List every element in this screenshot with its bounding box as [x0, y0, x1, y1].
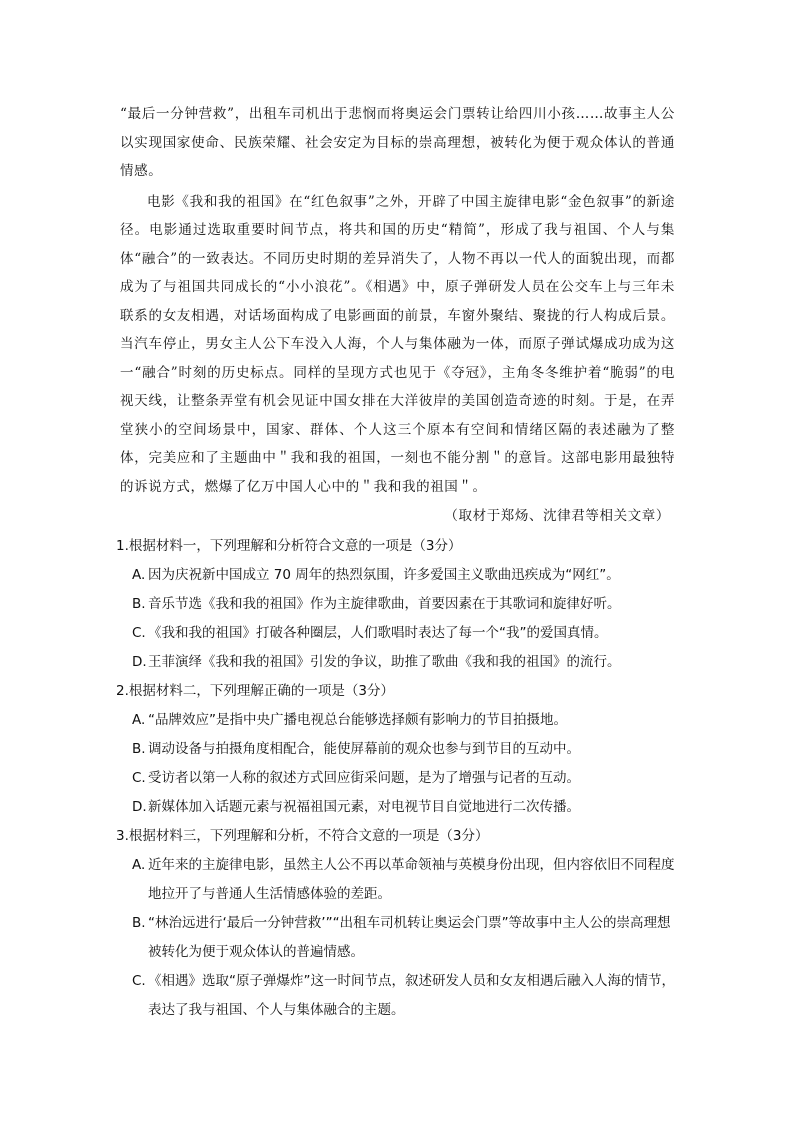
question-3 — [116, 822, 676, 1025]
option-text: “品牌效应”是指中央广播电视总台能够选择颇有影响力的节目拍摄地。 — [148, 712, 567, 728]
passage-paragraph-2: 电影《我和我的祖国》在“红色叙事”之外，开辟了中国主旋律电影“金色叙事”的新途径。电影通过选取重要时间节点，将共和国的历史“精简”，形成了我与祖国、个人与集体“融合”的一致表达。不同历史时期的差异消失了，人物不再以一代人的面貌出现，而都成为了与祖国共同成长的“小小浪花”。《相遇》中，原子弹研发人员在公交车上与三年未联系的女友相遇，对话场面构成了电影画面的前景，车窗外聚结、聚拢的行人构成后景。当汽车停止，男女主人公下车没入人海，个人与集体融为一体，而原子弹试爆成功成为这一“融合”时刻的历史标点。同样的呈现方式也见于《夺冠》，主角冬冬维护着“脆弱”的电视天线，让整条弄堂有机会见证中国女排在大洋彼岸的美国创造奇迹的时刻。于是，在弄堂狭小的空间场景中，国家、群体、个人这三个原本有空间和情绪区隔的表述融为了整体，完美应和了主题曲中＂我和我的祖国，一刻也不能分割＂的意旨。这部电影用最独特的诉说方式，燃爆了亿万中国人心中的＂我和我的祖国＂。 — [120, 193, 675, 495]
option-text: 《我和我的祖国》打破各种圈层，人们歌唱时表达了每一个“我”的爱国真情。 — [148, 625, 608, 641]
reading-passage — [120, 100, 675, 501]
option-c — [116, 764, 676, 793]
option-letter: B. — [132, 915, 146, 931]
option-letter: B. — [132, 741, 146, 757]
question-list — [116, 532, 676, 1025]
option-text: 新媒体加入话题元素与祝福祖国元素，对电视节目自觉地进行二次传播。 — [148, 799, 580, 815]
option-letter: A. — [132, 712, 146, 728]
option-text: 受访者以第一人称的叙述方式回应街采问题，是为了增强与记者的互动。 — [148, 770, 580, 786]
option-text: “林治远进行‘最后一分钟营救’”“出租车司机转让奥运会门票”等故事中主人公的崇高理想被转化为便于观众体认的普遍情感。 — [148, 915, 671, 960]
option-b — [116, 590, 676, 619]
option-text: 音乐节选《我和我的祖国》作为主旋律歌曲，首要因素在于其歌词和旋律好听。 — [148, 596, 621, 612]
passage-source: （取材于郑炀、沈律君等相关文章） — [444, 508, 670, 524]
option-b — [116, 909, 676, 967]
option-text: 王菲演绎《我和我的祖国》引发的争议，助推了歌曲《我和我的祖国》的流行。 — [148, 654, 621, 670]
option-letter: C. — [132, 973, 146, 989]
option-letter: D. — [132, 799, 147, 815]
question-stem: 2.根据材料二，下列理解正确的一项是（3分） — [116, 683, 394, 699]
question-stem: 3.根据材料三，下列理解和分析，不符合文意的一项是（3分） — [116, 828, 489, 844]
option-text: 近年来的主旋律电影，虽然主人公不再以革命领袖与英模身份出现，但内容依旧不同程度地拉开了与普通人生活情感体验的差距。 — [148, 857, 675, 902]
question-1 — [116, 532, 676, 677]
option-b — [116, 735, 676, 764]
option-a — [116, 561, 676, 590]
option-text: 调动设备与拍摄角度相配合，能使屏幕前的观众也参与到节目的互动中。 — [148, 741, 580, 757]
option-letter: C. — [132, 625, 146, 641]
question-2 — [116, 677, 676, 822]
option-text: 因为庆祝新中国成立 70 周年的热烈氛围，许多爱国主义歌曲迅疾成为“网红”。 — [148, 567, 620, 583]
option-d — [116, 648, 676, 677]
option-letter: A. — [132, 857, 146, 873]
option-letter: D. — [132, 654, 147, 670]
passage-paragraph-1: “最后一分钟营救”，出租车司机出于悲悯而将奥运会门票转让给四川小孩……故事主人公以实现国家使命、民族荣耀、社会安定为目标的崇高理想，被转化为便于观众体认的普通情感。 — [120, 106, 675, 179]
option-c — [116, 619, 676, 648]
option-d — [116, 793, 676, 822]
option-letter: B. — [132, 596, 146, 612]
option-c — [116, 967, 676, 1025]
option-text: 《相遇》选取“原子弹爆炸”这一时间节点，叙述研发人员和女友相遇后融入人海的情节，表达了我与祖国、个人与集体融合的主题。 — [148, 973, 675, 1018]
question-stem: 1.根据材料一，下列理解和分析符合文意的一项是（3分） — [116, 538, 462, 554]
option-a — [116, 851, 676, 909]
option-letter: C. — [132, 770, 146, 786]
option-a — [116, 706, 676, 735]
option-letter: A. — [132, 567, 146, 583]
